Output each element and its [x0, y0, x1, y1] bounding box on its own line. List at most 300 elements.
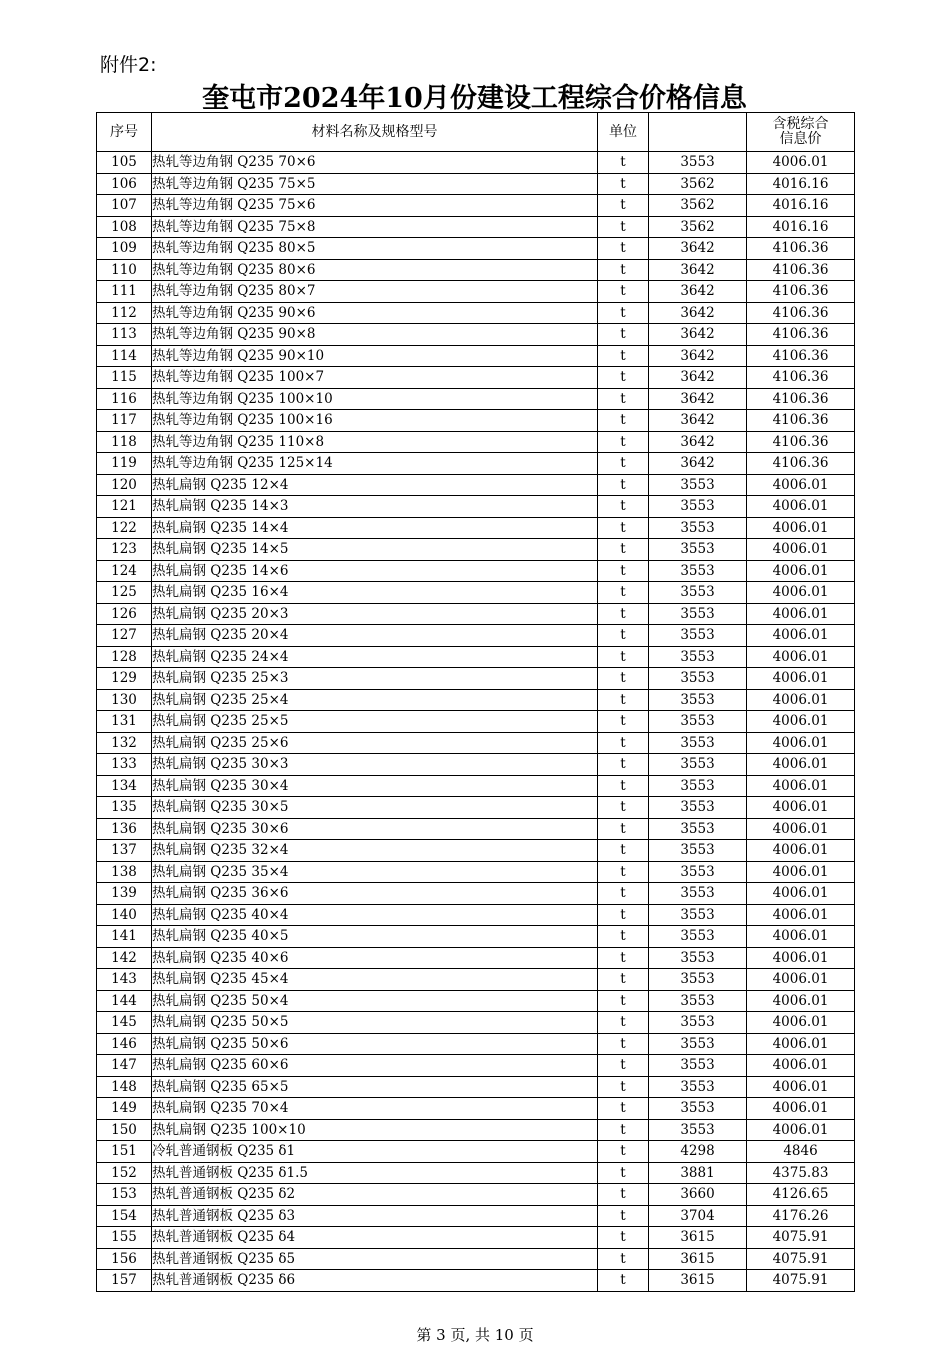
table-row — [97, 711, 855, 733]
material-name-cell: 热轧等边角钢 Q235 80×6 — [152, 259, 598, 281]
unit-cell: t — [598, 1248, 649, 1270]
table-row — [97, 775, 855, 797]
seq-cell: 144 — [97, 990, 152, 1012]
unit-cell: t — [598, 1098, 649, 1120]
price-cell: 3642 — [649, 345, 747, 367]
col-header-seq: 序号 — [97, 113, 152, 152]
table-row — [97, 990, 855, 1012]
unit-cell: t — [598, 281, 649, 303]
unit-cell: t — [598, 259, 649, 281]
seq-cell: 114 — [97, 345, 152, 367]
table-row — [97, 582, 855, 604]
table-row — [97, 1227, 855, 1249]
col-header-tax-price-line1: 含税综合 — [772, 116, 829, 132]
price-cell: 3553 — [649, 560, 747, 582]
price-cell: 3553 — [649, 152, 747, 174]
table-row — [97, 1055, 855, 1077]
material-name-cell: 热轧扁钢 Q235 20×3 — [152, 603, 598, 625]
page-title: 奎屯市2024年10月份建设工程综合价格信息 — [202, 83, 747, 114]
material-name-cell: 热轧扁钢 Q235 32×4 — [152, 840, 598, 862]
unit-cell: t — [598, 797, 649, 819]
material-name-cell: 热轧扁钢 Q235 60×6 — [152, 1055, 598, 1077]
price-cell: 3553 — [649, 775, 747, 797]
unit-cell: t — [598, 1184, 649, 1206]
tax-price-cell: 4106.36 — [747, 367, 855, 389]
seq-cell: 154 — [97, 1205, 152, 1227]
seq-cell: 118 — [97, 431, 152, 453]
seq-cell: 143 — [97, 969, 152, 991]
table-row — [97, 818, 855, 840]
price-cell: 3553 — [649, 1033, 747, 1055]
unit-cell: t — [598, 904, 649, 926]
unit-cell: t — [598, 539, 649, 561]
tax-price-cell: 4106.36 — [747, 259, 855, 281]
tax-price-cell: 4006.01 — [747, 775, 855, 797]
unit-cell: t — [598, 173, 649, 195]
material-name-cell: 热轧普通钢板 Q235 δ6 — [152, 1270, 598, 1292]
price-cell: 3553 — [649, 668, 747, 690]
table-row — [97, 883, 855, 905]
seq-cell: 129 — [97, 668, 152, 690]
material-name-cell: 热轧扁钢 Q235 40×5 — [152, 926, 598, 948]
price-cell: 3553 — [649, 904, 747, 926]
unit-cell: t — [598, 238, 649, 260]
seq-cell: 133 — [97, 754, 152, 776]
material-name-cell: 热轧等边角钢 Q235 75×8 — [152, 216, 598, 238]
table-row — [97, 754, 855, 776]
material-name-cell: 热轧普通钢板 Q235 δ3 — [152, 1205, 598, 1227]
price-cell: 3553 — [649, 926, 747, 948]
seq-cell: 153 — [97, 1184, 152, 1206]
material-name-cell: 热轧等边角钢 Q235 125×14 — [152, 453, 598, 475]
tax-price-cell: 4106.36 — [747, 410, 855, 432]
unit-cell: t — [598, 560, 649, 582]
seq-cell: 140 — [97, 904, 152, 926]
price-cell: 3642 — [649, 431, 747, 453]
tax-price-cell: 4006.01 — [747, 517, 855, 539]
seq-cell: 136 — [97, 818, 152, 840]
table-row — [97, 1270, 855, 1292]
price-cell: 3642 — [649, 388, 747, 410]
material-name-cell: 热轧普通钢板 Q235 δ4 — [152, 1227, 598, 1249]
tax-price-cell: 4106.36 — [747, 388, 855, 410]
tax-price-cell: 4006.01 — [747, 1033, 855, 1055]
table-row — [97, 1184, 855, 1206]
seq-cell: 122 — [97, 517, 152, 539]
tax-price-cell: 4006.01 — [747, 840, 855, 862]
seq-cell: 146 — [97, 1033, 152, 1055]
unit-cell: t — [598, 861, 649, 883]
material-name-cell: 热轧等边角钢 Q235 75×5 — [152, 173, 598, 195]
unit-cell: t — [598, 990, 649, 1012]
table-row — [97, 797, 855, 819]
table-row — [97, 926, 855, 948]
price-cell: 3615 — [649, 1227, 747, 1249]
price-cell: 3553 — [649, 1119, 747, 1141]
unit-cell: t — [598, 216, 649, 238]
tax-price-cell: 4006.01 — [747, 646, 855, 668]
seq-cell: 119 — [97, 453, 152, 475]
material-name-cell: 热轧等边角钢 Q235 100×16 — [152, 410, 598, 432]
price-cell: 3553 — [649, 969, 747, 991]
material-name-cell: 热轧扁钢 Q235 30×6 — [152, 818, 598, 840]
seq-cell: 106 — [97, 173, 152, 195]
col-header-tax-price-line2: 信息价 — [779, 131, 822, 147]
tax-price-cell: 4006.01 — [747, 539, 855, 561]
tax-price-cell: 4006.01 — [747, 711, 855, 733]
table-row — [97, 689, 855, 711]
seq-cell: 127 — [97, 625, 152, 647]
price-cell: 3553 — [649, 840, 747, 862]
unit-cell: t — [598, 1119, 649, 1141]
material-name-cell: 热轧扁钢 Q235 40×4 — [152, 904, 598, 926]
tax-price-cell: 4006.01 — [747, 883, 855, 905]
tax-price-cell: 4016.16 — [747, 216, 855, 238]
price-cell: 3642 — [649, 238, 747, 260]
seq-cell: 148 — [97, 1076, 152, 1098]
unit-cell: t — [598, 646, 649, 668]
seq-cell: 108 — [97, 216, 152, 238]
tax-price-cell: 4006.01 — [747, 1119, 855, 1141]
material-name-cell: 热轧扁钢 Q235 25×5 — [152, 711, 598, 733]
price-cell: 3553 — [649, 861, 747, 883]
tax-price-cell: 4016.16 — [747, 195, 855, 217]
unit-cell: t — [598, 496, 649, 518]
seq-cell: 107 — [97, 195, 152, 217]
seq-cell: 113 — [97, 324, 152, 346]
seq-cell: 126 — [97, 603, 152, 625]
material-name-cell: 热轧扁钢 Q235 30×3 — [152, 754, 598, 776]
price-cell: 3642 — [649, 302, 747, 324]
table-row — [97, 302, 855, 324]
material-name-cell: 热轧等边角钢 Q235 100×7 — [152, 367, 598, 389]
price-cell: 3553 — [649, 539, 747, 561]
seq-cell: 115 — [97, 367, 152, 389]
material-name-cell: 热轧等边角钢 Q235 80×7 — [152, 281, 598, 303]
table-row — [97, 969, 855, 991]
material-name-cell: 热轧扁钢 Q235 50×6 — [152, 1033, 598, 1055]
unit-cell: t — [598, 711, 649, 733]
material-name-cell: 热轧等边角钢 Q235 90×6 — [152, 302, 598, 324]
unit-cell: t — [598, 474, 649, 496]
table-row — [97, 1205, 855, 1227]
table-row — [97, 195, 855, 217]
tax-price-cell: 4006.01 — [747, 668, 855, 690]
unit-cell: t — [598, 754, 649, 776]
material-name-cell: 热轧扁钢 Q235 45×4 — [152, 969, 598, 991]
tax-price-cell: 4006.01 — [747, 625, 855, 647]
seq-cell: 123 — [97, 539, 152, 561]
price-cell: 3553 — [649, 646, 747, 668]
price-cell: 3553 — [649, 732, 747, 754]
price-cell: 3642 — [649, 453, 747, 475]
unit-cell: t — [598, 324, 649, 346]
seq-cell: 142 — [97, 947, 152, 969]
unit-cell: t — [598, 1141, 649, 1163]
table-row — [97, 603, 855, 625]
unit-cell: t — [598, 1012, 649, 1034]
table-row — [97, 216, 855, 238]
tax-price-cell: 4006.01 — [747, 969, 855, 991]
material-name-cell: 热轧等边角钢 Q235 100×10 — [152, 388, 598, 410]
unit-cell: t — [598, 969, 649, 991]
price-cell: 3615 — [649, 1248, 747, 1270]
tax-price-cell: 4006.01 — [747, 818, 855, 840]
material-name-cell: 热轧扁钢 Q235 12×4 — [152, 474, 598, 496]
table-row — [97, 732, 855, 754]
material-name-cell: 热轧扁钢 Q235 70×4 — [152, 1098, 598, 1120]
seq-cell: 145 — [97, 1012, 152, 1034]
table-row — [97, 1098, 855, 1120]
material-name-cell: 热轧扁钢 Q235 100×10 — [152, 1119, 598, 1141]
material-name-cell: 热轧普通钢板 Q235 δ1.5 — [152, 1162, 598, 1184]
material-name-cell: 热轧扁钢 Q235 30×4 — [152, 775, 598, 797]
unit-cell: t — [598, 1076, 649, 1098]
seq-cell: 155 — [97, 1227, 152, 1249]
seq-cell: 141 — [97, 926, 152, 948]
price-cell: 3553 — [649, 990, 747, 1012]
tax-price-cell: 4106.36 — [747, 453, 855, 475]
tax-price-cell: 4006.01 — [747, 990, 855, 1012]
tax-price-cell: 4006.01 — [747, 1055, 855, 1077]
seq-cell: 151 — [97, 1141, 152, 1163]
unit-cell: t — [598, 1033, 649, 1055]
tax-price-cell: 4006.01 — [747, 1098, 855, 1120]
table-row — [97, 1141, 855, 1163]
seq-cell: 124 — [97, 560, 152, 582]
material-name-cell: 热轧扁钢 Q235 36×6 — [152, 883, 598, 905]
price-cell: 3660 — [649, 1184, 747, 1206]
tax-price-cell: 4006.01 — [747, 474, 855, 496]
price-cell: 3642 — [649, 281, 747, 303]
table-row — [97, 861, 855, 883]
tax-price-cell: 4375.83 — [747, 1162, 855, 1184]
unit-cell: t — [598, 926, 649, 948]
tax-price-cell: 4006.01 — [747, 754, 855, 776]
tax-price-cell: 4006.01 — [747, 1076, 855, 1098]
price-cell: 3553 — [649, 496, 747, 518]
table-row — [97, 1248, 855, 1270]
table-row — [97, 453, 855, 475]
seq-cell: 110 — [97, 259, 152, 281]
price-cell: 3642 — [649, 259, 747, 281]
material-name-cell: 热轧普通钢板 Q235 δ2 — [152, 1184, 598, 1206]
table-row — [97, 646, 855, 668]
tax-price-cell: 4846 — [747, 1141, 855, 1163]
unit-cell: t — [598, 947, 649, 969]
material-name-cell: 热轧扁钢 Q235 24×4 — [152, 646, 598, 668]
col-header-tax-price — [747, 113, 855, 152]
price-table — [96, 112, 855, 1292]
tax-price-cell: 4006.01 — [747, 797, 855, 819]
unit-cell: t — [598, 152, 649, 174]
seq-cell: 137 — [97, 840, 152, 862]
table-row — [97, 517, 855, 539]
table-row — [97, 947, 855, 969]
table-row — [97, 560, 855, 582]
table-row — [97, 474, 855, 496]
price-cell: 3553 — [649, 711, 747, 733]
material-name-cell: 热轧等边角钢 Q235 80×5 — [152, 238, 598, 260]
price-cell: 3553 — [649, 883, 747, 905]
tax-price-cell: 4006.01 — [747, 496, 855, 518]
tax-price-cell: 4006.01 — [747, 861, 855, 883]
seq-cell: 111 — [97, 281, 152, 303]
tax-price-cell: 4006.01 — [747, 926, 855, 948]
tax-price-cell: 4006.01 — [747, 947, 855, 969]
seq-cell: 147 — [97, 1055, 152, 1077]
table-row — [97, 345, 855, 367]
tax-price-cell: 4176.26 — [747, 1205, 855, 1227]
price-cell: 4298 — [649, 1141, 747, 1163]
tax-price-cell: 4006.01 — [747, 1012, 855, 1034]
seq-cell: 128 — [97, 646, 152, 668]
price-cell: 3562 — [649, 195, 747, 217]
price-cell: 3553 — [649, 689, 747, 711]
price-cell: 3553 — [649, 1055, 747, 1077]
col-header-price — [649, 113, 747, 152]
tax-price-cell: 4075.91 — [747, 1227, 855, 1249]
unit-cell: t — [598, 302, 649, 324]
seq-cell: 130 — [97, 689, 152, 711]
material-name-cell: 热轧等边角钢 Q235 90×8 — [152, 324, 598, 346]
material-name-cell: 热轧扁钢 Q235 35×4 — [152, 861, 598, 883]
table-row — [97, 388, 855, 410]
table-row — [97, 496, 855, 518]
table-row — [97, 367, 855, 389]
unit-cell: t — [598, 625, 649, 647]
tax-price-cell: 4006.01 — [747, 603, 855, 625]
table-row — [97, 1033, 855, 1055]
seq-cell: 109 — [97, 238, 152, 260]
tax-price-cell: 4106.36 — [747, 302, 855, 324]
seq-cell: 156 — [97, 1248, 152, 1270]
unit-cell: t — [598, 367, 649, 389]
price-cell: 3553 — [649, 582, 747, 604]
table-header-row — [97, 113, 855, 152]
tax-price-cell: 4006.01 — [747, 560, 855, 582]
unit-cell: t — [598, 453, 649, 475]
seq-cell: 134 — [97, 775, 152, 797]
tax-price-cell: 4006.01 — [747, 582, 855, 604]
material-name-cell: 热轧扁钢 Q235 14×3 — [152, 496, 598, 518]
tax-price-cell: 4006.01 — [747, 732, 855, 754]
material-name-cell: 热轧扁钢 Q235 16×4 — [152, 582, 598, 604]
price-cell: 3553 — [649, 1076, 747, 1098]
price-cell: 3553 — [649, 603, 747, 625]
tax-price-cell: 4006.01 — [747, 152, 855, 174]
material-name-cell: 热轧扁钢 Q235 50×4 — [152, 990, 598, 1012]
seq-cell: 138 — [97, 861, 152, 883]
unit-cell: t — [598, 818, 649, 840]
unit-cell: t — [598, 195, 649, 217]
tax-price-cell: 4106.36 — [747, 345, 855, 367]
seq-cell: 117 — [97, 410, 152, 432]
seq-cell: 152 — [97, 1162, 152, 1184]
price-cell: 3553 — [649, 818, 747, 840]
material-name-cell: 热轧等边角钢 Q235 110×8 — [152, 431, 598, 453]
unit-cell: t — [598, 1162, 649, 1184]
unit-cell: t — [598, 1205, 649, 1227]
material-name-cell: 热轧等边角钢 Q235 90×10 — [152, 345, 598, 367]
tax-price-cell: 4075.91 — [747, 1248, 855, 1270]
unit-cell: t — [598, 603, 649, 625]
unit-cell: t — [598, 840, 649, 862]
table-row — [97, 173, 855, 195]
table-row — [97, 324, 855, 346]
table-row — [97, 259, 855, 281]
table-row — [97, 904, 855, 926]
tax-price-cell: 4106.36 — [747, 324, 855, 346]
price-cell: 3562 — [649, 216, 747, 238]
price-cell: 3553 — [649, 754, 747, 776]
material-name-cell: 热轧扁钢 Q235 25×3 — [152, 668, 598, 690]
unit-cell: t — [598, 732, 649, 754]
price-cell: 3642 — [649, 410, 747, 432]
attachment-label: 附件2: — [100, 54, 157, 76]
table-row — [97, 625, 855, 647]
table-row — [97, 539, 855, 561]
price-cell: 3553 — [649, 797, 747, 819]
unit-cell: t — [598, 388, 649, 410]
tax-price-cell: 4106.36 — [747, 238, 855, 260]
price-cell: 3553 — [649, 625, 747, 647]
material-name-cell: 冷轧普通钢板 Q235 δ1 — [152, 1141, 598, 1163]
seq-cell: 132 — [97, 732, 152, 754]
page-footer: 第 3 页, 共 10 页 — [416, 1326, 534, 1344]
col-header-unit: 单位 — [598, 113, 649, 152]
unit-cell: t — [598, 1055, 649, 1077]
seq-cell: 112 — [97, 302, 152, 324]
price-cell: 3642 — [649, 324, 747, 346]
price-cell: 3615 — [649, 1270, 747, 1292]
price-cell: 3553 — [649, 517, 747, 539]
tax-price-cell: 4075.91 — [747, 1270, 855, 1292]
seq-cell: 135 — [97, 797, 152, 819]
price-cell: 3704 — [649, 1205, 747, 1227]
table-row — [97, 410, 855, 432]
price-cell: 3881 — [649, 1162, 747, 1184]
unit-cell: t — [598, 775, 649, 797]
tax-price-cell: 4126.65 — [747, 1184, 855, 1206]
material-name-cell: 热轧扁钢 Q235 40×6 — [152, 947, 598, 969]
unit-cell: t — [598, 345, 649, 367]
col-header-name: 材料名称及规格型号 — [152, 113, 598, 152]
seq-cell: 139 — [97, 883, 152, 905]
material-name-cell: 热轧扁钢 Q235 30×5 — [152, 797, 598, 819]
material-name-cell: 热轧等边角钢 Q235 70×6 — [152, 152, 598, 174]
table-row — [97, 431, 855, 453]
material-name-cell: 热轧普通钢板 Q235 δ5 — [152, 1248, 598, 1270]
price-cell: 3553 — [649, 947, 747, 969]
seq-cell: 150 — [97, 1119, 152, 1141]
seq-cell: 125 — [97, 582, 152, 604]
seq-cell: 149 — [97, 1098, 152, 1120]
material-name-cell: 热轧扁钢 Q235 14×4 — [152, 517, 598, 539]
table-row — [97, 668, 855, 690]
unit-cell: t — [598, 883, 649, 905]
price-cell: 3562 — [649, 173, 747, 195]
seq-cell: 157 — [97, 1270, 152, 1292]
unit-cell: t — [598, 517, 649, 539]
table-row — [97, 1076, 855, 1098]
seq-cell: 120 — [97, 474, 152, 496]
material-name-cell: 热轧扁钢 Q235 14×6 — [152, 560, 598, 582]
material-name-cell: 热轧扁钢 Q235 50×5 — [152, 1012, 598, 1034]
table-row — [97, 1119, 855, 1141]
material-name-cell: 热轧扁钢 Q235 65×5 — [152, 1076, 598, 1098]
unit-cell: t — [598, 410, 649, 432]
